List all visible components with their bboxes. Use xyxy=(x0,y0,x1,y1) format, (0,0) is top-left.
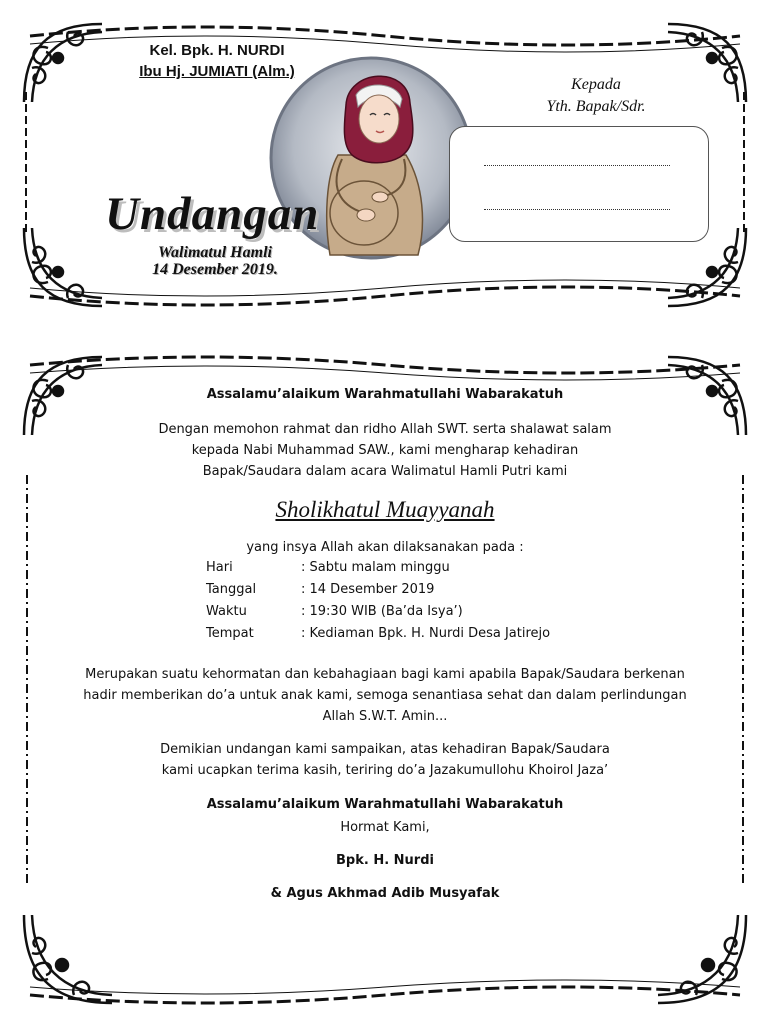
schedule-intro: yang insya Allah akan dilaksanakan pada : xyxy=(246,540,524,555)
event-subtitle xyxy=(135,244,295,278)
address-box xyxy=(449,126,709,242)
letter-corner-ornament-bottom-left xyxy=(18,909,118,1009)
family-line-father: Kel. Bpk. H. NURDI xyxy=(149,42,285,59)
hope-paragraph xyxy=(22,664,748,727)
closing-paragraph xyxy=(22,739,748,781)
invitation-title: Undangan xyxy=(105,188,320,240)
event-name: Walimatul Hamli xyxy=(158,244,272,261)
family-line-mother: Ibu Hj. JUMIATI (Alm.) xyxy=(139,63,295,80)
closing-line: kami ucapkan terima kasih, teriring do’a Jazakumullohu Khoirol Jaza’ xyxy=(161,763,609,778)
detail-value: : 19:30 WIB (Ba’da Isya’) xyxy=(301,604,463,619)
hope-line: Allah S.W.T. Amin... xyxy=(322,709,448,724)
address-line-2 xyxy=(484,209,670,210)
hope-line: hadir memberikan do’a untuk anak kami, semoga senantiasa sehat dan dalam perlindungan xyxy=(83,688,687,703)
intro-line: Bapak/Saudara dalam acara Walimatul Hamli Putri kami xyxy=(202,464,568,479)
letter-corner-ornament-bottom-right xyxy=(652,909,752,1009)
intro-line: Dengan memohon rahmat dan ridho Allah SWT. serta shalawat salam xyxy=(158,422,612,437)
detail-value: : Sabtu malam minggu xyxy=(301,560,450,575)
detail-row-date xyxy=(206,579,434,600)
detail-value: : 14 Desember 2019 xyxy=(301,582,435,597)
corner-ornament-top-left xyxy=(18,18,108,108)
closing-greeting: Assalamu’alaikum Warahmatullahi Wabarakatuh xyxy=(206,797,564,812)
closing-line: Demikian undangan kami sampaikan, atas kehadiran Bapak/Saudara xyxy=(160,742,610,757)
detail-row-time xyxy=(206,601,463,622)
recipient-label: Kepada xyxy=(571,76,621,93)
detail-value: : Kediaman Bpk. H. Nurdi Desa Jatirejo xyxy=(301,626,551,641)
recipient-heading xyxy=(496,74,696,118)
address-line-1 xyxy=(484,165,670,166)
signer-primary: Bpk. H. Nurdi xyxy=(336,853,434,868)
intro-paragraph xyxy=(22,419,748,482)
opening-greeting: Assalamu’alaikum Warahmatullahi Wabarakatuh xyxy=(206,387,564,402)
detail-label: Tempat xyxy=(206,626,254,641)
detail-label: Waktu xyxy=(206,604,247,619)
event-date: 14 Desember 2019. xyxy=(152,261,278,278)
detail-label: Tanggal xyxy=(206,582,257,597)
intro-line: kepada Nabi Muhammad SAW., kami mengharap kehadiran xyxy=(191,443,579,458)
signer-secondary: & Agus Akhmad Adib Musyafak xyxy=(270,886,500,901)
hope-line: Merupakan suatu kehormatan dan kebahagiaan bagi kami apabila Bapak/Saudara berkenan xyxy=(85,667,685,682)
detail-label: Hari xyxy=(206,560,233,575)
recipient-salutation: Yth. Bapak/Sdr. xyxy=(546,98,646,115)
invitation-letter xyxy=(22,355,748,1005)
detail-row-day xyxy=(206,557,450,578)
invitation-cover xyxy=(22,22,748,308)
corner-ornament-bottom-left xyxy=(18,222,108,312)
honoree-name: Sholikhatul Muayyanah xyxy=(275,497,495,522)
detail-row-place xyxy=(206,623,550,644)
regards-text: Hormat Kami, xyxy=(340,820,430,835)
